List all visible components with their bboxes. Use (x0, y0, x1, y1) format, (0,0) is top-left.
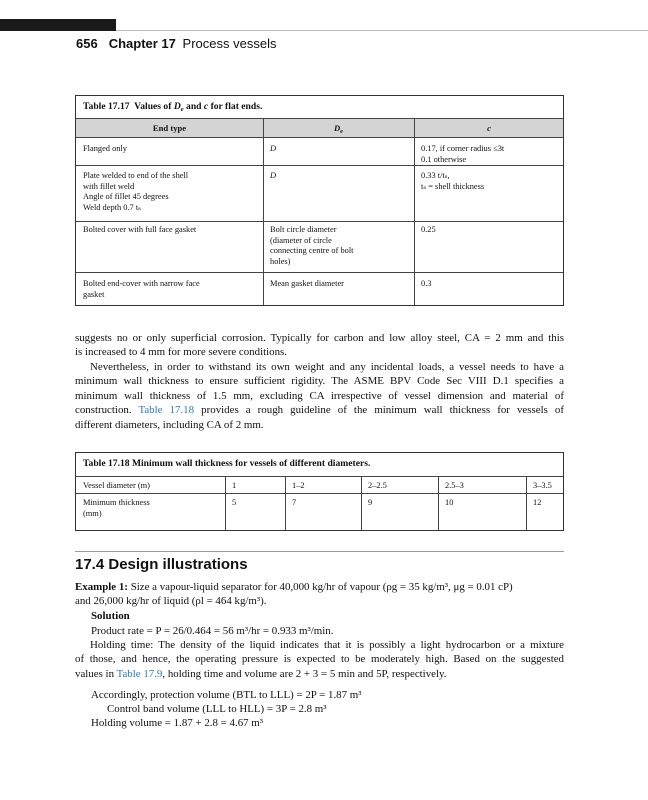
table-cell: 5 (232, 498, 237, 507)
table-cell: Mean gasket diameter (270, 279, 344, 288)
paragraph: Holding time: The density of the liquid indicates that it is possibly a light hydrocarbon or a mixture of those, and hence, the operating pressure is expected to be moderately high. Based on the suggested values in Table 17.9, holding time and volume are 2 + 3 = 5 min and 5P, respectively. (75, 639, 564, 680)
table-caption: Table 17.17 Values of $D_e$ and c for flat ends. (83, 101, 263, 113)
table-cell: Bolted cover with full face gasket (83, 225, 197, 234)
table-divider (361, 476, 362, 530)
table-divider (414, 118, 415, 305)
equation-line: Control band volume (LLL to HLL) = 3P = 2.8 m³ (107, 703, 327, 715)
paragraph: suggests no or only superficial corrosion. Typically for carbon and low alloy steel, CA = 2 mm and this is increased to 4 mm for more severe conditions. (75, 332, 564, 359)
chapter-title: Process vessels (182, 36, 277, 51)
table-cell: 1 (232, 481, 237, 490)
table-cell: 0.17, if corner radius ≤3t 0.1 otherwise (421, 144, 505, 164)
table-cell: 0.33 t/tₛ, tₛ = shell thickness (421, 171, 485, 191)
table-divider (76, 476, 563, 477)
table-cell: 7 (292, 498, 297, 507)
table-divider (76, 165, 563, 166)
table-cell: 12 (533, 498, 542, 507)
table-divider (263, 118, 264, 305)
header-black-bar (0, 19, 116, 31)
table-cell: D (270, 144, 277, 153)
table-divider (438, 476, 439, 530)
header-rule (116, 30, 648, 31)
product-rate-line: Product rate = P = 26/0.464 = 56 m³/hr = 0.933 m³/min. (91, 625, 334, 637)
table-cell: 3–3.5 (533, 481, 552, 490)
table-cell: 10 (445, 498, 454, 507)
table-divider (526, 476, 527, 530)
section-title: 17.4 Design illustrations (75, 556, 248, 573)
table-17-9-link[interactable]: Table 17.9 (116, 667, 163, 680)
table-divider (76, 221, 563, 222)
table-divider (76, 493, 563, 494)
page-number: 656 (76, 36, 98, 51)
equation-line: Accordingly, protection volume (BTL to LLL) = 2P = 1.87 m³ (91, 689, 362, 701)
table-divider (225, 476, 226, 530)
paragraph: Nevertheless, in order to withstand its own weight and any incidental loads, a vessel needs to have a minimum wall thickness to ensure sufficient rigidity. The ASME BPV Code Sec VIII D.1 specifies a minimum wall thickness of 1.5 mm, excluding CA irrespective of vessel dimension and material of construction. Table 17.18 provides a rough guideline of the minimum wall thickness for vessels of different diameters, including CA of 2 mm. (75, 361, 564, 431)
column-header-de: $D_e$ (333, 123, 344, 135)
equation-line: Holding volume = 1.87 + 2.8 = 4.67 m³ (91, 717, 264, 729)
table-cell: 2–2.5 (368, 481, 387, 490)
table-17-18 (75, 452, 564, 531)
table-caption: Table 17.18 Minimum wall thickness for vessels of different diameters. (83, 458, 371, 469)
chapter-label: Chapter 17 (108, 36, 176, 51)
table-cell: Bolted end-cover with narrow face gasket (83, 279, 200, 299)
section-rule (75, 551, 564, 552)
table-cell: D (270, 171, 277, 180)
table-cell: 1–2 (292, 481, 305, 490)
table-cell: 0.25 (421, 225, 436, 234)
solution-label: Solution (91, 610, 130, 622)
table-cell: Flanged only (83, 144, 127, 153)
table-cell: Vessel diameter (m) (83, 481, 150, 490)
example-line: and 26,000 kg/hr of liquid (ρl = 464 kg/m³). (75, 595, 267, 607)
table-cell: 0.3 (421, 279, 432, 288)
table-17-18-link[interactable]: Table 17.18 (138, 404, 195, 417)
table-cell: Bolt circle diameter (diameter of circle connecting centre of bolt holes) (270, 225, 354, 266)
column-header-end-type: End type (152, 123, 187, 133)
example-line: Example 1: Size a vapour-liquid separator for 40,000 kg/hr of vapour (ρg = 35 kg/m³, μg = 0.01 cP) (75, 581, 513, 593)
example-label: Example 1: (75, 581, 128, 593)
table-cell: Minimum thickness (mm) (83, 498, 150, 518)
table-17-17 (75, 95, 564, 306)
column-header-c: c (487, 123, 491, 133)
table-cell: Plate welded to end of the shell with fillet weld Angle of fillet 45 degrees Weld depth 0.7 tₛ (83, 171, 189, 212)
table-cell: 2.5–3 (445, 481, 464, 490)
table-divider (285, 476, 286, 530)
table-cell: 9 (368, 498, 373, 507)
table-divider (76, 272, 563, 273)
running-head (76, 36, 276, 51)
